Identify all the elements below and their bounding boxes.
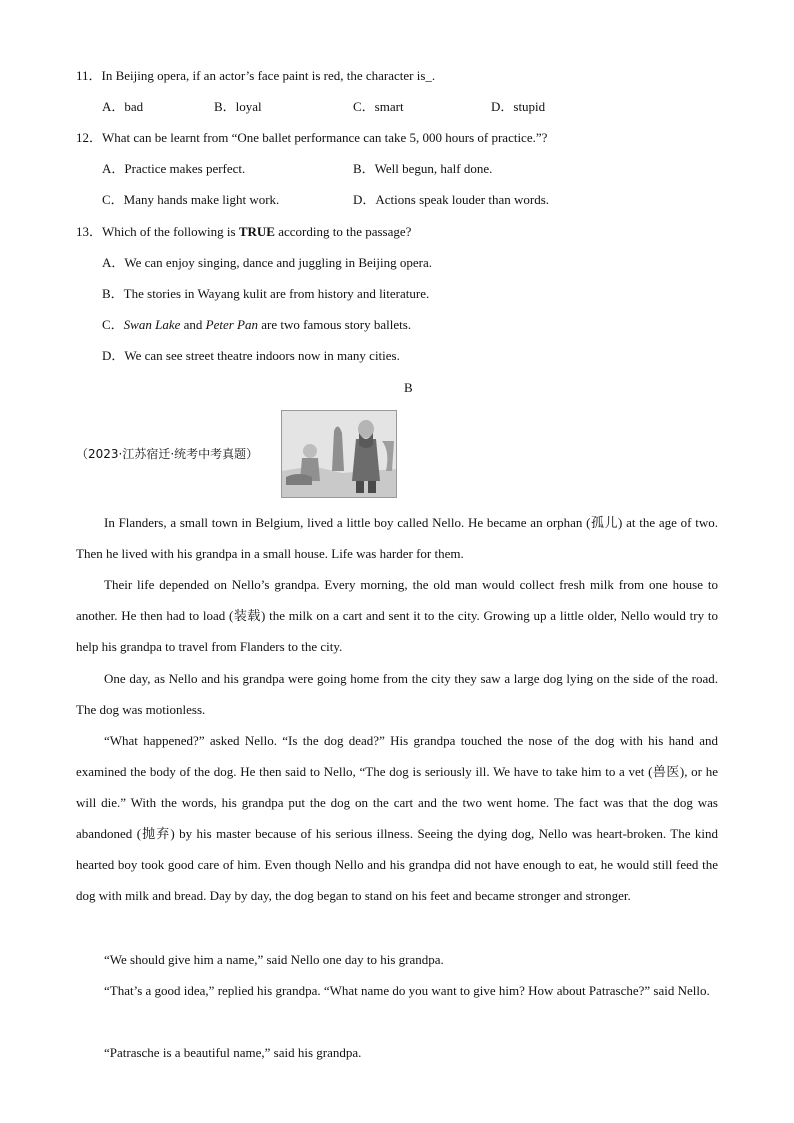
- q13-c-post: are two famous story ballets.: [258, 317, 412, 332]
- passage-paragraph: One day, as Nello and his grandpa were going home from the city they saw a large dog lying on the side of the road. The dog was motionless.: [76, 671, 718, 717]
- q13-stem-pre: 13．Which of the following is: [76, 224, 239, 239]
- q13-option-c: [102, 317, 411, 333]
- q12-option-a: A．Practice makes perfect.: [102, 161, 246, 176]
- illustration-image: [281, 410, 397, 498]
- q13-c-title-2: Peter Pan: [205, 317, 258, 332]
- section-label: B: [404, 380, 413, 395]
- q13-c-pre: C．: [102, 317, 124, 332]
- question-11-stem: [76, 68, 435, 84]
- q11-option-c: C．smart: [353, 99, 404, 114]
- q13-option-b: B．The stories in Wayang kulit are from history and literature.: [102, 286, 430, 301]
- passage-paragraph: “What happened?” asked Nello. “Is the dog dead?” His grandpa touched the nose of the dog with his hand and examined the body of the dog. He then said to Nello, “The dog is seriously ill. We have to take him to a vet (兽医), or he will die.” With the words, his grandpa put the dog on the cart and the two went home. The fact was that the dog was abandoned (抛弃) by his master because of his serious illness. Seeing the dying dog, Nello was heart-broken. The kind hearted boy took good care of him. Even though Nello and his grandpa did not have enough to eat, he would still feed the dog with milk and bread. Day by day, the dog began to stand on his feet and became stronger and stronger.: [76, 733, 718, 903]
- q11-option-d: D．stupid: [491, 99, 546, 114]
- question-11-text: 11．In Beijing opera, if an actor’s face paint is red, the character is: [76, 68, 426, 83]
- passage-paragraph: In Flanders, a small town in Belgium, lived a little boy called Nello. He became an orphan (孤儿) at the age of two. Then he lived with his grandpa in a small house. Life was harder for them.: [76, 515, 718, 561]
- passage-paragraph: “We should give him a name,” said Nello one day to his grandpa.: [104, 952, 444, 967]
- q11-option-a: A．bad: [102, 99, 144, 114]
- q13-stem-bold: TRUE: [238, 224, 275, 239]
- q11-option-b: B．loyal: [214, 99, 262, 114]
- passage-paragraph: “That’s a good idea,” replied his grandpa. “What name do you want to give him? How about Patrasche?” said Nello.: [104, 983, 710, 998]
- q13-c-mid: and: [180, 317, 206, 332]
- source-citation: （2023·江苏宿迁·统考中考真题）: [76, 447, 259, 461]
- q12-option-d: D．Actions speak louder than words.: [353, 192, 550, 207]
- q12-option-b: B．Well begun, half done.: [353, 161, 493, 176]
- question-12-stem: 12．What can be learnt from “One ballet performance can take 5, 000 hours of practice.”?: [76, 130, 548, 145]
- question-13-stem: [76, 224, 411, 240]
- passage-paragraph: “Patrasche is a beautiful name,” said his grandpa.: [104, 1045, 362, 1060]
- q13-c-title-1: Swan Lake: [123, 317, 181, 332]
- q13-option-a: A．We can enjoy singing, dance and juggling in Beijing opera.: [102, 255, 433, 270]
- answer-blank: _.: [425, 68, 436, 83]
- q13-stem-post: according to the passage?: [274, 224, 412, 239]
- boy-and-grandpa-illustration: [282, 411, 396, 497]
- q12-option-c: C．Many hands make light work.: [102, 192, 280, 207]
- q13-option-d: D．We can see street theatre indoors now in many cities.: [102, 348, 400, 363]
- passage-paragraph: Their life depended on Nello’s grandpa. Every morning, the old man would collect fresh milk from one house to another. He then had to load (装载) the milk on a cart and sent it to the city. Growing up a little older, Nello would try to help his grandpa to travel from Flanders to the city.: [76, 577, 718, 654]
